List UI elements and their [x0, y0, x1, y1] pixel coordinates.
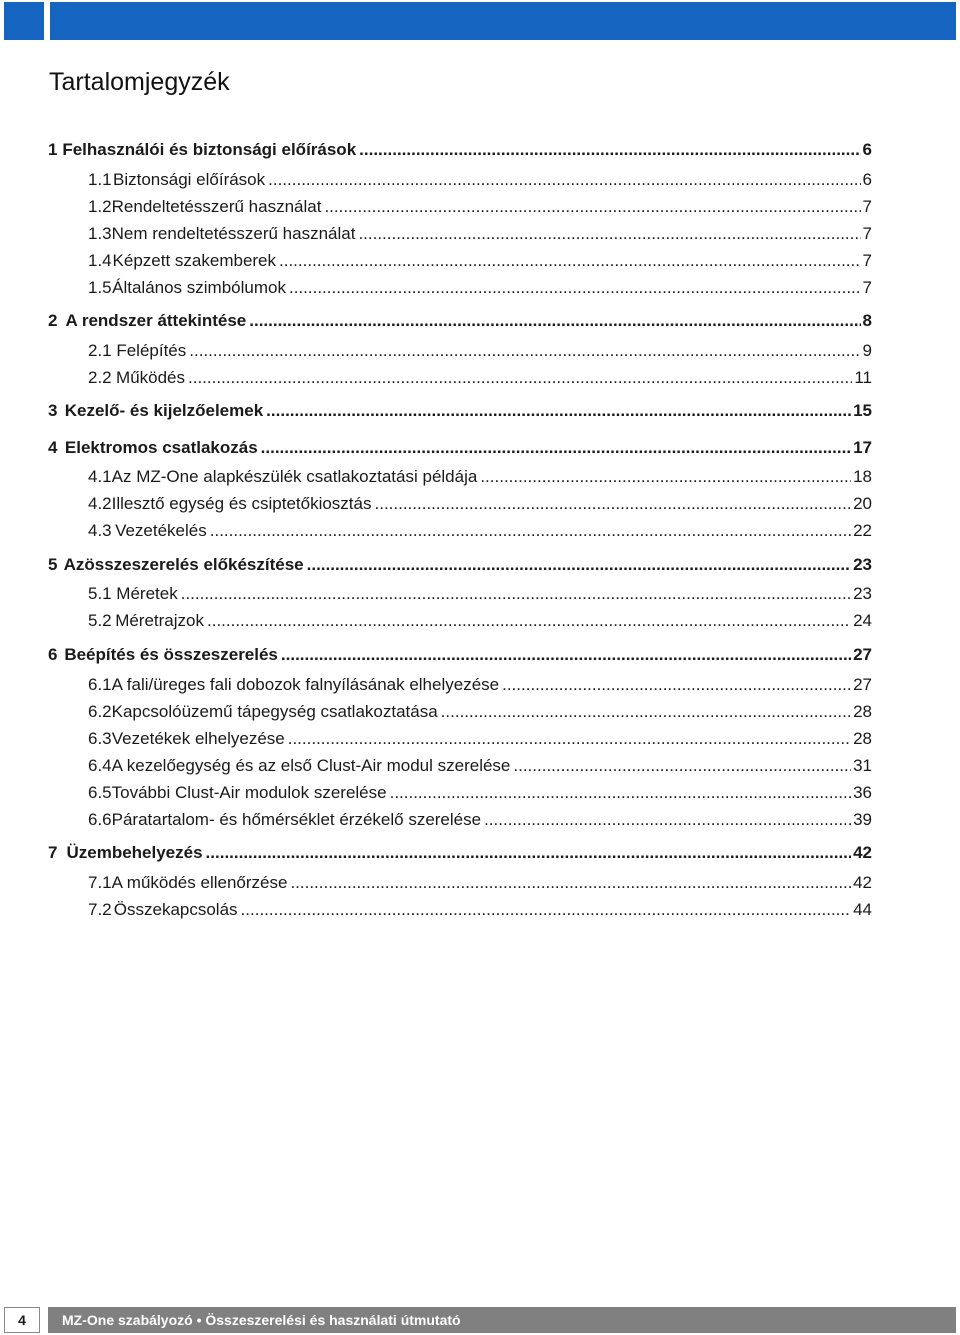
toc-dot-leader — [289, 278, 861, 298]
toc-entry-number: 6.1 — [88, 675, 112, 694]
toc-entry-title: Működés — [116, 368, 186, 387]
toc-entry-title: Méretek — [116, 584, 178, 603]
toc-entry-title: Összekapcsolás — [113, 900, 238, 919]
toc-dot-leader — [207, 611, 851, 631]
toc-entry-number: 7.1 — [88, 873, 112, 892]
toc-dot-leader — [502, 675, 851, 695]
toc-dot-leader — [188, 368, 852, 388]
toc-dot-leader — [307, 555, 851, 575]
toc-entry-title: Azösszeszerelés előkészítése — [63, 555, 304, 574]
toc-entry-number: 6.3 — [88, 729, 112, 748]
toc-entry-page: 15 — [853, 401, 872, 420]
toc-entry-title: Beépítés és összeszerelés — [64, 645, 278, 664]
toc-entry[interactable] — [88, 494, 872, 514]
toc-dot-leader — [181, 584, 851, 604]
toc-entry-number: 5 — [48, 555, 58, 574]
toc-entry-number: 4.1 — [88, 467, 112, 486]
toc-entry[interactable] — [88, 675, 872, 695]
toc-entry-title: Elektromos csatlakozás — [64, 438, 258, 457]
toc-entry[interactable] — [48, 555, 872, 575]
toc-entry[interactable] — [88, 702, 872, 722]
toc-entry-title: Méretrajzok — [115, 611, 204, 630]
toc-entry-number: 1.4 — [88, 251, 112, 270]
toc-dot-leader — [375, 494, 852, 514]
header-accent-block — [4, 2, 44, 40]
toc-entry-title: Vezetékelés — [115, 521, 207, 540]
toc-dot-leader — [441, 702, 851, 722]
toc-entry-page: 39 — [853, 810, 872, 829]
toc-entry[interactable] — [88, 729, 872, 749]
footer-title: MZ-One szabályozó • Összeszerelési és használati útmutató — [48, 1307, 956, 1333]
toc-entry-title: Vezetékek elhelyezése — [111, 729, 285, 748]
toc-dot-leader — [288, 729, 851, 749]
toc-entry[interactable] — [88, 873, 872, 893]
toc-entry-number: 4.3 — [88, 521, 112, 540]
toc-entry-number: 1 — [48, 140, 58, 159]
toc-entry-number: 7.2 — [88, 900, 112, 919]
toc-entry-title: A rendszer áttekintése — [65, 311, 247, 330]
toc-dot-leader — [206, 843, 852, 863]
toc-entry[interactable] — [88, 197, 872, 217]
toc-entry-number: 2.1 — [88, 341, 112, 360]
toc-entry-title: A működés ellenőrzése — [111, 873, 288, 892]
toc-dot-leader — [189, 341, 860, 361]
toc-entry-title: A fali/üreges fali dobozok falnyílásának elhelyezése — [111, 675, 500, 694]
toc-entry-title: Felépítés — [116, 341, 187, 360]
toc-entry-page: 42 — [853, 873, 872, 892]
toc-entry-title: Nem rendeltetésszerű használat — [111, 224, 356, 243]
toc-entry-page: 7 — [862, 278, 872, 297]
toc-entry-page: 23 — [853, 584, 872, 603]
toc-entry[interactable] — [88, 900, 872, 920]
toc-entry-page: 6 — [862, 170, 872, 189]
toc-entry-title: Rendeltetésszerű használat — [111, 197, 322, 216]
toc-dot-leader — [480, 467, 851, 487]
toc-dot-leader — [484, 810, 851, 830]
toc-entry-title: Kezelő- és kijelzőelemek — [64, 401, 264, 420]
toc-entry-number: 2 — [48, 311, 58, 330]
toc-dot-leader — [266, 401, 851, 421]
toc-entry[interactable] — [88, 521, 872, 541]
toc-entry[interactable] — [88, 756, 872, 776]
toc-entry[interactable] — [88, 810, 872, 830]
toc-entry-title: Illesztő egység és csiptetőkiosztás — [111, 494, 372, 513]
toc-entry-number: 1.5 — [88, 278, 112, 297]
toc-entry-title: Páratartalom- és hőmérséklet érzékelő szerelése — [111, 810, 482, 829]
toc-entry-page: 7 — [862, 251, 872, 270]
toc-entry-number: 6.4 — [88, 756, 112, 775]
toc-entry-page: 20 — [853, 494, 872, 513]
toc-dot-leader — [290, 873, 851, 893]
toc-entry-page: 8 — [862, 311, 872, 330]
page-title: Tartalomjegyzék — [49, 68, 230, 96]
toc-entry-page: 11 — [854, 368, 872, 387]
toc-entry-page: 6 — [862, 140, 872, 159]
toc-dot-leader — [513, 756, 851, 776]
footer-page-number: 4 — [4, 1307, 40, 1333]
toc-entry-page: 44 — [853, 900, 872, 919]
toc-entry-page: 22 — [853, 521, 872, 540]
toc-entry-number: 6.5 — [88, 783, 112, 802]
toc-entry[interactable] — [88, 251, 872, 271]
toc-entry[interactable] — [48, 311, 872, 331]
toc-entry[interactable] — [88, 170, 872, 190]
toc-entry-number: 6.2 — [88, 702, 112, 721]
toc-entry-page: 17 — [853, 438, 872, 457]
toc-entry-page: 28 — [853, 702, 872, 721]
toc-entry-page: 23 — [853, 555, 872, 574]
toc-entry-page: 7 — [862, 224, 872, 243]
toc-entry-number: 4.2 — [88, 494, 112, 513]
toc-entry[interactable] — [88, 224, 872, 244]
toc-dot-leader — [281, 645, 851, 665]
toc-entry-number: 1.2 — [88, 197, 112, 216]
toc-entry-number: 6.6 — [88, 810, 112, 829]
toc-entry-title: Üzembehelyezés — [66, 843, 203, 862]
toc-entry[interactable] — [48, 645, 872, 665]
toc-entry-number: 6 — [48, 645, 58, 664]
toc-entry-number: 7 — [48, 843, 58, 862]
toc-dot-leader — [249, 311, 860, 331]
toc-dot-leader — [324, 197, 860, 217]
toc-dot-leader — [279, 251, 861, 271]
toc-entry[interactable] — [88, 368, 872, 388]
toc-dot-leader — [241, 900, 852, 920]
toc-entry[interactable] — [88, 341, 872, 361]
toc-entry-page: 42 — [853, 843, 872, 862]
toc-entry[interactable] — [48, 401, 872, 421]
toc-entry[interactable] — [88, 467, 872, 487]
toc-entry-title: Képzett szakemberek — [112, 251, 277, 270]
toc-entry-title: Az MZ-One alapkészülék csatlakoztatási példája — [111, 467, 478, 486]
toc-entry[interactable] — [88, 278, 872, 298]
toc-entry-number: 3 — [48, 401, 58, 420]
toc-entry-title: Általános szimbólumok — [112, 278, 286, 297]
toc-dot-leader — [261, 438, 851, 458]
toc-entry-page: 27 — [853, 675, 872, 694]
toc-entry-page: 24 — [853, 611, 872, 630]
toc-entry-page: 31 — [853, 756, 872, 775]
toc-entry-page: 9 — [862, 341, 872, 360]
toc-dot-leader — [268, 170, 860, 190]
toc-entry-number: 2.2 — [88, 368, 112, 387]
toc-entry[interactable] — [88, 783, 872, 803]
toc-entry[interactable] — [48, 438, 872, 458]
toc-entry-number: 1.1 — [88, 170, 112, 189]
toc-entry-page: 28 — [853, 729, 872, 748]
toc-entry-page: 36 — [853, 783, 872, 802]
toc-dot-leader — [358, 224, 860, 244]
toc-entry-number: 1.3 — [88, 224, 112, 243]
toc-entry-title: További Clust-Air modulok szerelése — [111, 783, 387, 802]
toc-entry[interactable] — [88, 584, 872, 604]
toc-entry[interactable] — [48, 843, 872, 863]
toc-entry[interactable] — [88, 611, 872, 631]
toc-entry-page: 27 — [853, 645, 872, 664]
toc-dot-leader — [359, 140, 860, 160]
toc-entry-number: 4 — [48, 438, 58, 457]
toc-entry-number: 5.1 — [88, 584, 112, 603]
toc-entry-title: A kezelőegység és az első Clust-Air modul szerelése — [111, 756, 511, 775]
toc-entry-title: Felhasználói és biztonsági előírások — [62, 140, 357, 159]
toc-dot-leader — [210, 521, 851, 541]
toc-entry-number: 5.2 — [88, 611, 112, 630]
toc-entry-title: Biztonsági előírások — [113, 170, 266, 189]
toc-entry-title: Kapcsolóüzemű tápegység csatlakoztatása — [111, 702, 438, 721]
header-bar — [50, 2, 956, 40]
toc-dot-leader — [390, 783, 851, 803]
toc-entry[interactable] — [48, 140, 872, 160]
toc-entry-page: 7 — [862, 197, 872, 216]
toc-entry-page: 18 — [853, 467, 872, 486]
